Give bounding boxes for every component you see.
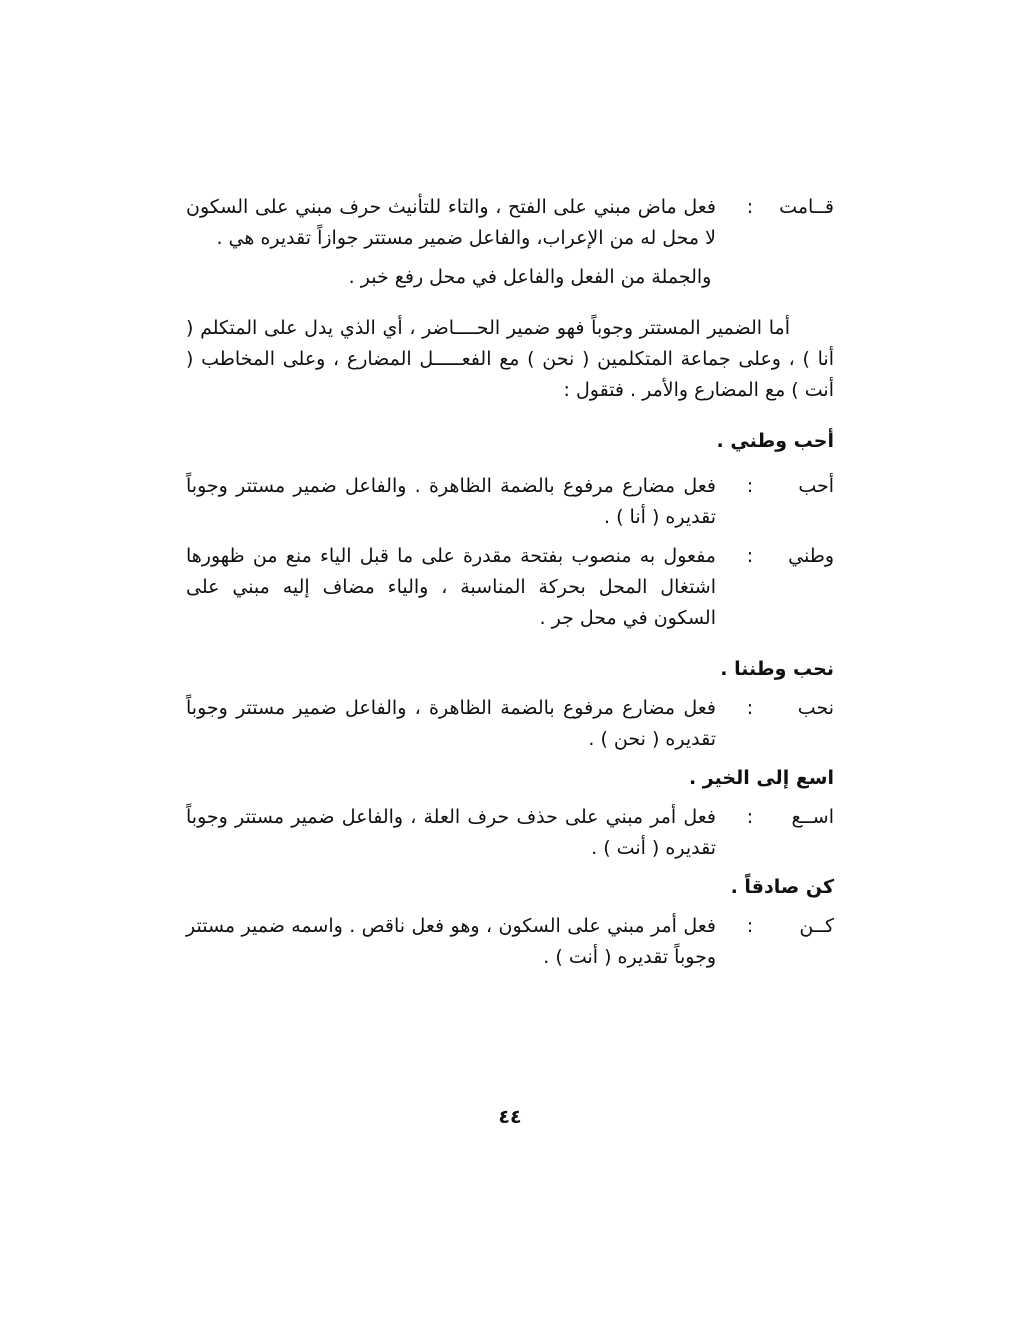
example-sentence: أحب وطني . (716, 430, 834, 452)
parse-entry-isa (186, 802, 834, 864)
explanation-paragraph: أما الضمير المستتر وجوباً فهو ضمير الحــــاضر ، أي الذي يدل على المتكلم ( أنا ) ، وعلى جماعة المتكلمين ( نحن ) مع الفعـــــل المضارع ، وعلى المخاطب ( أنت ) مع المضارع والأمر . فتقول : (186, 317, 834, 401)
parse-label (726, 541, 834, 572)
parse-label (726, 693, 834, 724)
parse-entry-watani (186, 541, 834, 634)
centered-note: والجملة من الفعل والفاعل في محل رفع خبر . (348, 266, 712, 288)
parse-label (726, 802, 834, 833)
example-sentence: اسع إلى الخير . (688, 767, 834, 789)
parse-text: فعل مضارع مرفوع بالضمة الظاهرة ، والفاعل ضمير مستتر وجوباً تقديره ( نحن ) . (186, 697, 716, 750)
colon: : (746, 196, 754, 218)
parse-label (726, 192, 834, 223)
parse-text: فعل أمر مبني على السكون ، وهو فعل ناقص . واسمه ضمير مستتر وجوباً تقديره ( أنت ) . (186, 915, 716, 968)
page-number: ٤٤ (498, 1106, 522, 1128)
colon: : (746, 697, 754, 719)
parse-text: مفعول به منصوب بفتحة مقدرة على ما قبل الياء منع من ظهورها اشتغال المحل بحركة المناسبة ، والياء مضاف إليه مبني على السكون في محل جر . (186, 545, 716, 629)
parse-entry-kun (186, 911, 834, 973)
parse-label-word: قــامت (779, 196, 834, 218)
parse-label (726, 911, 834, 942)
parse-entry-nuhibbu (186, 693, 834, 755)
parse-label (726, 471, 834, 502)
parse-label-word: وطني (788, 545, 834, 567)
parse-text: فعل مضارع مرفوع بالضمة الظاهرة . والفاعل ضمير مستتر وجوباً تقديره ( أنا ) . (186, 475, 716, 528)
parse-label-word: اســع (791, 806, 834, 828)
colon: : (746, 545, 754, 567)
colon: : (746, 915, 754, 937)
example-sentence: نحب وطننا . (720, 658, 834, 680)
example-sentence: كن صادقاً . (730, 876, 834, 898)
parse-text: فعل أمر مبني على حذف حرف العلة ، والفاعل ضمير مستتر وجوباً تقديره ( أنت ) . (186, 806, 716, 859)
parse-entry-uhibbu (186, 471, 834, 533)
parse-entry-qamat (186, 192, 834, 254)
parse-label-word: نحب (797, 697, 834, 719)
parse-text: فعل ماض مبني على الفتح ، والتاء للتأنيث حرف مبني على السكون لا محل له من الإعراب، والفاعل ضمير مستتر جوازاً تقديره هي . (186, 196, 716, 249)
document-page (186, 192, 834, 973)
parse-label-word: كــن (799, 915, 834, 937)
colon: : (746, 806, 754, 828)
colon: : (746, 475, 754, 497)
parse-label-word: أحب (798, 475, 834, 497)
